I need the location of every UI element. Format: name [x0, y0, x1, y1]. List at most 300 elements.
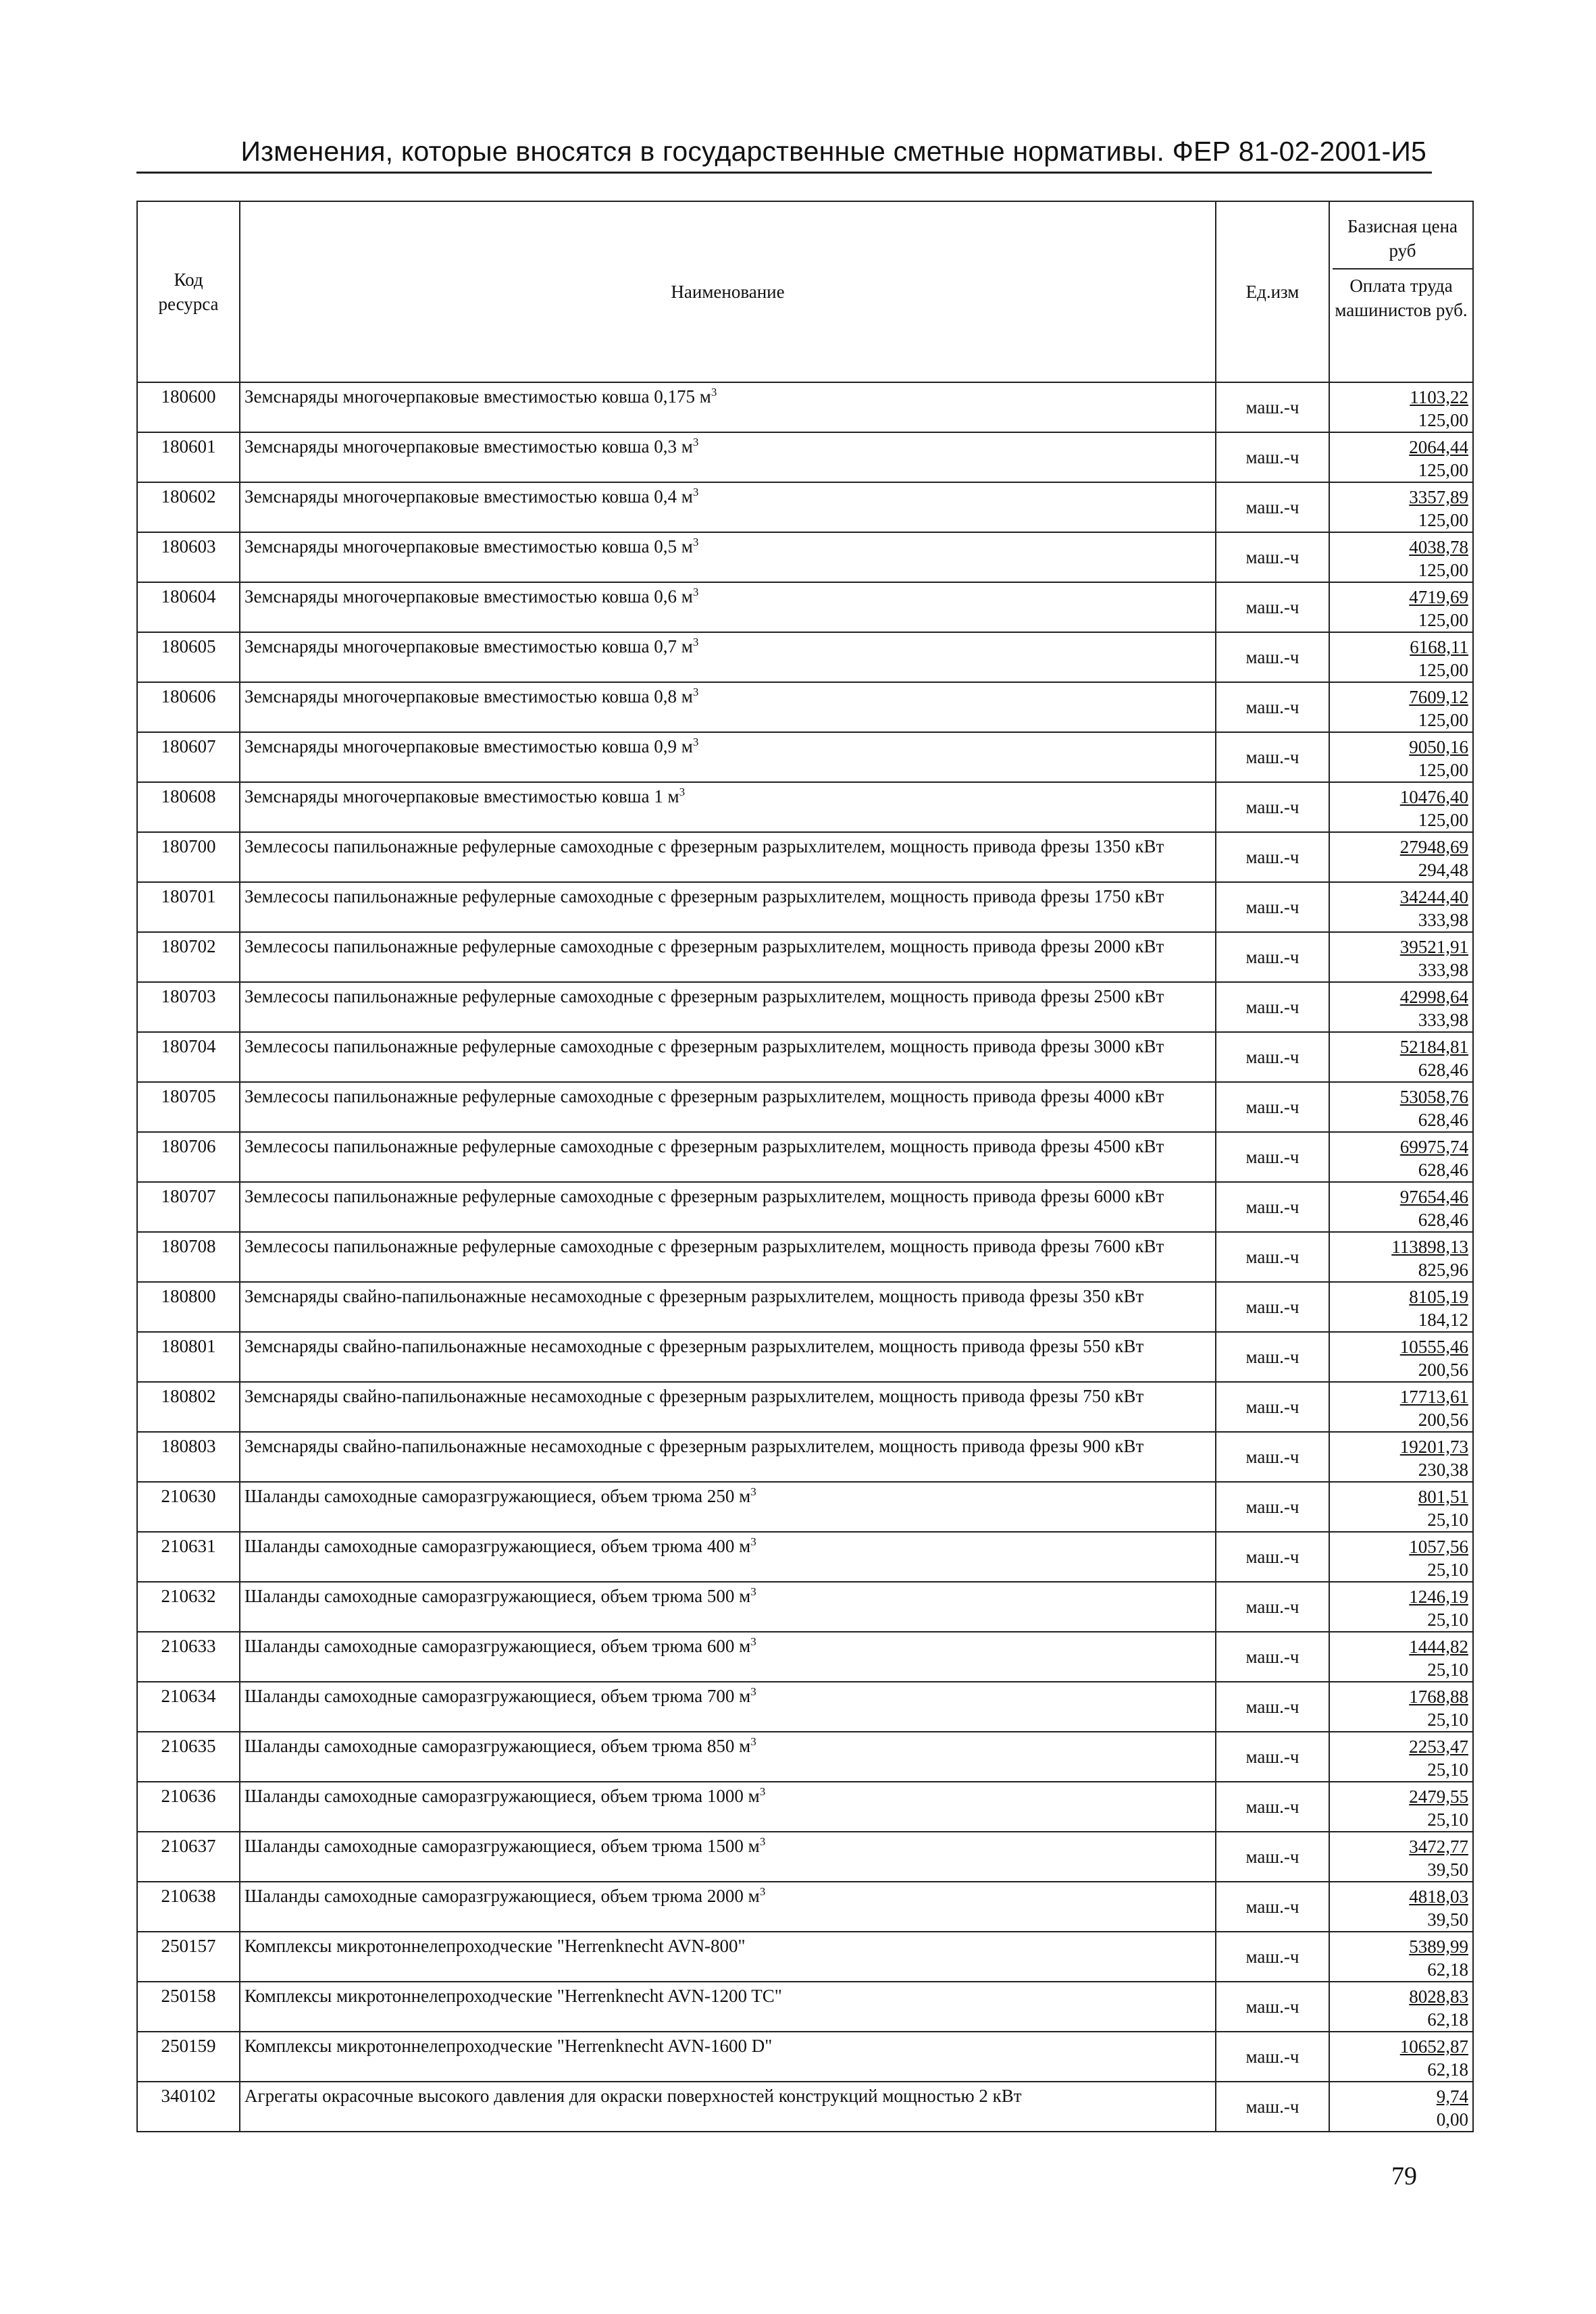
unit-exponent: 3: [692, 486, 699, 498]
resource-name: Землесосы папильонажные рефулерные самоходные с фрезерным разрыхлителем, мощность привода фрезы 4000 кВт: [244, 1086, 1164, 1106]
resource-name-cell: [240, 1782, 1216, 1832]
unit-exponent: 3: [692, 636, 699, 648]
resource-code: 210630: [137, 1482, 240, 1532]
unit-of-measure: маш.-ч: [1216, 932, 1329, 982]
resource-name-cell: [240, 1182, 1216, 1232]
resource-price-table: [136, 201, 1474, 2132]
base-price: 1246,19: [1409, 1587, 1468, 1607]
base-price: 4818,03: [1409, 1886, 1468, 1907]
operator-pay: 333,98: [1418, 960, 1468, 980]
table-row: [137, 1332, 1473, 1382]
resource-name: Шаланды самоходные саморазгружающиеся, объем трюма 1000 м: [244, 1786, 760, 1806]
resource-code: 210636: [137, 1782, 240, 1832]
unit-of-measure: маш.-ч: [1216, 1132, 1329, 1182]
resource-name: Землесосы папильонажные рефулерные самоходные с фрезерным разрыхлителем, мощность привода фрезы 4500 кВт: [244, 1136, 1164, 1156]
unit-exponent: 3: [692, 436, 699, 448]
unit-exponent: 3: [692, 736, 699, 748]
price-cell: [1329, 1682, 1473, 1732]
price-cell: [1329, 1282, 1473, 1332]
operator-pay: 125,00: [1418, 710, 1468, 730]
header-unit: Ед.изм: [1216, 201, 1329, 382]
price-cell: [1329, 382, 1473, 432]
resource-name-cell: [240, 532, 1216, 582]
resource-code: 180703: [137, 982, 240, 1032]
resource-name: Земснаряды многочерпаковые вместимостью ковша 0,6 м: [244, 586, 693, 607]
operator-pay: 62,18: [1427, 1959, 1468, 1980]
resource-code: 180702: [137, 932, 240, 982]
table-row: [137, 1082, 1473, 1132]
resource-name: Земснаряды многочерпаковые вместимостью ковша 0,8 м: [244, 686, 693, 706]
resource-name: Шаланды самоходные саморазгружающиеся, объем трюма 250 м: [244, 1486, 751, 1506]
unit-of-measure: маш.-ч: [1216, 2032, 1329, 2082]
unit-exponent: 3: [679, 786, 686, 798]
operator-pay: 25,10: [1427, 1510, 1468, 1530]
resource-name-cell: [240, 882, 1216, 932]
unit-of-measure: маш.-ч: [1216, 432, 1329, 482]
table-row: [137, 1382, 1473, 1432]
resource-code: 180601: [137, 432, 240, 482]
table-row: [137, 1832, 1473, 1882]
price-cell: [1329, 1732, 1473, 1782]
resource-name: Землесосы папильонажные рефулерные самоходные с фрезерным разрыхлителем, мощность привода фрезы 7600 кВт: [244, 1236, 1164, 1256]
resource-name: Землесосы папильонажные рефулерные самоходные с фрезерным разрыхлителем, мощность привода фрезы 1750 кВт: [244, 886, 1164, 906]
unit-of-measure: маш.-ч: [1216, 582, 1329, 632]
base-price: 7609,12: [1409, 687, 1468, 707]
price-cell: [1329, 832, 1473, 882]
operator-pay: 628,46: [1418, 1110, 1468, 1130]
resource-name-cell: [240, 1332, 1216, 1382]
resource-code: 180706: [137, 1132, 240, 1182]
unit-of-measure: маш.-ч: [1216, 1832, 1329, 1882]
unit-of-measure: маш.-ч: [1216, 982, 1329, 1032]
resource-name-cell: [240, 732, 1216, 782]
table-row: [137, 732, 1473, 782]
price-cell: [1329, 982, 1473, 1032]
base-price: 4719,69: [1409, 587, 1468, 607]
header-price: [1329, 201, 1473, 382]
operator-pay: 200,56: [1418, 1360, 1468, 1380]
operator-pay: 125,00: [1418, 760, 1468, 780]
price-cell: [1329, 582, 1473, 632]
price-cell: [1329, 2082, 1473, 2132]
table-row: [137, 1182, 1473, 1232]
price-cell: [1329, 1582, 1473, 1632]
table-row: [137, 2082, 1473, 2132]
resource-code: 210631: [137, 1532, 240, 1582]
operator-pay: 25,10: [1427, 1610, 1468, 1630]
header-name: Наименование: [240, 201, 1216, 382]
resource-name: Землесосы папильонажные рефулерные самоходные с фрезерным разрыхлителем, мощность привода фрезы 2500 кВт: [244, 986, 1164, 1006]
resource-name-cell: [240, 2032, 1216, 2082]
operator-pay: 333,98: [1418, 910, 1468, 930]
table-row: [137, 532, 1473, 582]
unit-of-measure: маш.-ч: [1216, 832, 1329, 882]
price-cell: [1329, 1882, 1473, 1932]
resource-name-cell: [240, 2082, 1216, 2132]
price-cell: [1329, 432, 1473, 482]
resource-name-cell: [240, 1482, 1216, 1532]
unit-exponent: 3: [759, 1835, 766, 1848]
price-cell: [1329, 1482, 1473, 1532]
unit-of-measure: маш.-ч: [1216, 1182, 1329, 1232]
price-cell: [1329, 1132, 1473, 1182]
unit-of-measure: маш.-ч: [1216, 532, 1329, 582]
resource-code: 180606: [137, 682, 240, 732]
table-row: [137, 1232, 1473, 1282]
operator-pay: 125,00: [1418, 610, 1468, 630]
unit-of-measure: маш.-ч: [1216, 682, 1329, 732]
resource-name-cell: [240, 1432, 1216, 1482]
base-price: 8028,83: [1409, 1986, 1468, 2007]
unit-exponent: 3: [711, 386, 717, 398]
table-row: [137, 1882, 1473, 1932]
table-row: [137, 1932, 1473, 1982]
resource-code: 250158: [137, 1982, 240, 2032]
header-price-pay: Оплата труда машинистов руб.: [1335, 276, 1468, 320]
resource-name: Земснаряды свайно-папильонажные несамоходные с фрезерным разрыхлителем, мощность привода фрезы 350 кВт: [244, 1286, 1144, 1306]
price-cell: [1329, 732, 1473, 782]
unit-exponent: 3: [759, 1885, 766, 1898]
base-price: 2479,55: [1409, 1786, 1468, 1807]
operator-pay: 628,46: [1418, 1210, 1468, 1230]
base-price: 39521,91: [1399, 937, 1468, 957]
unit-exponent: 3: [759, 1785, 766, 1798]
unit-of-measure: маш.-ч: [1216, 1232, 1329, 1282]
resource-name: Шаланды самоходные саморазгружающиеся, объем трюма 700 м: [244, 1686, 751, 1706]
resource-name: Земснаряды свайно-папильонажные несамоходные с фрезерным разрыхлителем, мощность привода фрезы 750 кВт: [244, 1386, 1144, 1406]
base-price: 801,51: [1418, 1487, 1468, 1507]
page-header: [136, 134, 1432, 174]
resource-name: Земснаряды многочерпаковые вместимостью ковша 0,3 м: [244, 436, 693, 457]
resource-name: Шаланды самоходные саморазгружающиеся, объем трюма 400 м: [244, 1536, 751, 1556]
resource-name-cell: [240, 1032, 1216, 1082]
table-row: [137, 2032, 1473, 2082]
resource-code: 180700: [137, 832, 240, 882]
table-row: [137, 1732, 1473, 1782]
resource-name: Землесосы папильонажные рефулерные самоходные с фрезерным разрыхлителем, мощность привода фрезы 6000 кВт: [244, 1186, 1164, 1206]
operator-pay: 125,00: [1418, 560, 1468, 580]
resource-code: 210632: [137, 1582, 240, 1632]
base-price: 10652,87: [1399, 2036, 1468, 2057]
resource-name-cell: [240, 832, 1216, 882]
resource-name: Землесосы папильонажные рефулерные самоходные с фрезерным разрыхлителем, мощность привода фрезы 3000 кВт: [244, 1036, 1164, 1056]
unit-of-measure: маш.-ч: [1216, 732, 1329, 782]
resource-name-cell: [240, 1382, 1216, 1432]
table-row: [137, 1582, 1473, 1632]
resource-code: 250157: [137, 1932, 240, 1982]
resource-code: 180705: [137, 1082, 240, 1132]
table-row: [137, 1282, 1473, 1332]
unit-of-measure: маш.-ч: [1216, 1432, 1329, 1482]
resource-name-cell: [240, 782, 1216, 832]
price-cell: [1329, 1832, 1473, 1882]
resource-name: Земснаряды многочерпаковые вместимостью ковша 0,4 м: [244, 486, 693, 507]
price-cell: [1329, 1182, 1473, 1232]
unit-of-measure: маш.-ч: [1216, 1782, 1329, 1832]
unit-of-measure: маш.-ч: [1216, 1882, 1329, 1932]
unit-exponent: 3: [750, 1485, 756, 1498]
operator-pay: 230,38: [1418, 1460, 1468, 1480]
page-number: 79: [1391, 2162, 1417, 2190]
base-price: 8105,19: [1409, 1287, 1468, 1307]
header-price-base: Базисная цена руб: [1333, 202, 1472, 269]
unit-exponent: 3: [750, 1585, 756, 1598]
resource-code: 180803: [137, 1432, 240, 1482]
base-price: 97654,46: [1399, 1187, 1468, 1207]
resource-name-cell: [240, 682, 1216, 732]
resource-name-cell: [240, 1982, 1216, 2032]
table-row: [137, 1982, 1473, 2032]
base-price: 9,74: [1436, 2086, 1468, 2107]
operator-pay: 200,56: [1418, 1410, 1468, 1430]
unit-of-measure: маш.-ч: [1216, 882, 1329, 932]
operator-pay: 125,00: [1418, 510, 1468, 530]
operator-pay: 333,98: [1418, 1010, 1468, 1030]
unit-of-measure: маш.-ч: [1216, 1532, 1329, 1582]
resource-name-cell: [240, 1232, 1216, 1282]
resource-name: Земснаряды свайно-папильонажные несамоходные с фрезерным разрыхлителем, мощность привода фрезы 550 кВт: [244, 1336, 1144, 1356]
base-price: 53058,76: [1399, 1087, 1468, 1107]
resource-name-cell: [240, 932, 1216, 982]
price-cell: [1329, 1232, 1473, 1282]
operator-pay: 62,18: [1427, 2009, 1468, 2030]
table-row: [137, 682, 1473, 732]
table-row: [137, 1432, 1473, 1482]
resource-name: Шаланды самоходные саморазгружающиеся, объем трюма 850 м: [244, 1736, 751, 1756]
base-price: 5389,99: [1409, 1936, 1468, 1957]
operator-pay: 125,00: [1418, 460, 1468, 480]
resource-name: Комплексы микротоннелепроходческие "Herrenknecht AVN-1200 TC": [244, 1986, 782, 2006]
resource-name-cell: [240, 1082, 1216, 1132]
unit-of-measure: маш.-ч: [1216, 1932, 1329, 1982]
unit-of-measure: маш.-ч: [1216, 1332, 1329, 1382]
operator-pay: 825,96: [1418, 1260, 1468, 1280]
resource-code: 210634: [137, 1682, 240, 1732]
resource-name-cell: [240, 632, 1216, 682]
table-row: [137, 882, 1473, 932]
price-cell: [1329, 1532, 1473, 1582]
unit-exponent: 3: [692, 586, 699, 598]
operator-pay: 25,10: [1427, 1660, 1468, 1680]
resource-name-cell: [240, 1632, 1216, 1682]
base-price: 113898,13: [1391, 1237, 1468, 1257]
price-cell: [1329, 1432, 1473, 1482]
operator-pay: 294,48: [1418, 860, 1468, 880]
header-code: Код ресурса: [137, 201, 240, 382]
table-row: [137, 1032, 1473, 1082]
base-price: 27948,69: [1399, 837, 1468, 857]
base-price: 52184,81: [1399, 1037, 1468, 1057]
resource-name-cell: [240, 1282, 1216, 1332]
price-cell: [1329, 2032, 1473, 2082]
operator-pay: 62,18: [1427, 2059, 1468, 2080]
price-cell: [1329, 1032, 1473, 1082]
base-price: 3357,89: [1409, 487, 1468, 507]
resource-name-cell: [240, 1682, 1216, 1732]
unit-of-measure: маш.-ч: [1216, 2082, 1329, 2132]
resource-code: 210637: [137, 1832, 240, 1882]
table-row: [137, 1132, 1473, 1182]
resource-name: Земснаряды многочерпаковые вместимостью ковша 0,175 м: [244, 386, 711, 407]
unit-of-measure: маш.-ч: [1216, 1082, 1329, 1132]
unit-of-measure: маш.-ч: [1216, 1032, 1329, 1082]
unit-exponent: 3: [750, 1685, 756, 1698]
resource-code: 180701: [137, 882, 240, 932]
resource-name-cell: [240, 482, 1216, 532]
table-row: [137, 782, 1473, 832]
resource-name: Комплексы микротоннелепроходческие "Herrenknecht AVN-800": [244, 1936, 746, 1956]
unit-of-measure: маш.-ч: [1216, 1382, 1329, 1432]
page-title: Изменения, которые вносятся в государственные сметные нормативы. ФЕР 81-02-2001-И5: [240, 136, 1426, 167]
resource-code: 210635: [137, 1732, 240, 1782]
resource-code: 210638: [137, 1882, 240, 1932]
table-row: [137, 582, 1473, 632]
price-cell: [1329, 1632, 1473, 1682]
operator-pay: 125,00: [1418, 810, 1468, 830]
base-price: 3472,77: [1409, 1836, 1468, 1857]
unit-of-measure: маш.-ч: [1216, 1632, 1329, 1682]
resource-name-cell: [240, 582, 1216, 632]
base-price: 2253,47: [1409, 1737, 1468, 1757]
base-price: 4038,78: [1409, 537, 1468, 557]
operator-pay: 25,10: [1427, 1809, 1468, 1830]
resource-code: 180600: [137, 382, 240, 432]
base-price: 42998,64: [1399, 987, 1468, 1007]
table-row: [137, 482, 1473, 532]
resource-name-cell: [240, 1882, 1216, 1932]
operator-pay: 25,10: [1427, 1709, 1468, 1730]
unit-of-measure: маш.-ч: [1216, 782, 1329, 832]
resource-name-cell: [240, 1132, 1216, 1182]
resource-code: 180605: [137, 632, 240, 682]
resource-code: 180607: [137, 732, 240, 782]
table-row: [137, 982, 1473, 1032]
table-header-row: [137, 201, 1473, 382]
table-row: [137, 382, 1473, 432]
unit-exponent: 3: [692, 536, 699, 548]
price-cell: [1329, 782, 1473, 832]
price-cell: [1329, 1932, 1473, 1982]
base-price: 2064,44: [1409, 437, 1468, 457]
table-row: [137, 632, 1473, 682]
resource-name: Земснаряды многочерпаковые вместимостью ковша 0,7 м: [244, 636, 693, 657]
resource-name: Земснаряды многочерпаковые вместимостью ковша 0,5 м: [244, 536, 693, 557]
base-price: 69975,74: [1399, 1137, 1468, 1157]
operator-pay: 39,50: [1427, 1909, 1468, 1930]
resource-name-cell: [240, 1582, 1216, 1632]
operator-pay: 628,46: [1418, 1060, 1468, 1080]
resource-name-cell: [240, 1832, 1216, 1882]
table-row: [137, 932, 1473, 982]
unit-exponent: 3: [750, 1735, 756, 1748]
operator-pay: 0,00: [1436, 2109, 1468, 2130]
resource-name: Землесосы папильонажные рефулерные самоходные с фрезерным разрыхлителем, мощность привода фрезы 2000 кВт: [244, 936, 1164, 956]
unit-of-measure: маш.-ч: [1216, 482, 1329, 532]
price-cell: [1329, 932, 1473, 982]
base-price: 9050,16: [1409, 737, 1468, 757]
unit-exponent: 3: [692, 686, 699, 698]
resource-code: 210633: [137, 1632, 240, 1682]
unit-exponent: 3: [750, 1635, 756, 1648]
resource-code: 180704: [137, 1032, 240, 1082]
table-row: [137, 1782, 1473, 1832]
resource-code: 250159: [137, 2032, 240, 2082]
base-price: 10476,40: [1399, 787, 1468, 807]
operator-pay: 184,12: [1418, 1310, 1468, 1330]
price-cell: [1329, 482, 1473, 532]
base-price: 1103,22: [1410, 387, 1468, 407]
operator-pay: 125,00: [1418, 660, 1468, 680]
price-cell: [1329, 882, 1473, 932]
unit-of-measure: маш.-ч: [1216, 1682, 1329, 1732]
unit-of-measure: маш.-ч: [1216, 1982, 1329, 2032]
operator-pay: 25,10: [1427, 1560, 1468, 1580]
unit-of-measure: маш.-ч: [1216, 1282, 1329, 1332]
base-price: 1444,82: [1409, 1637, 1468, 1657]
resource-name: Комплексы микротоннелепроходческие "Herrenknecht AVN-1600 D": [244, 2036, 773, 2056]
price-cell: [1329, 1782, 1473, 1832]
base-price: 6168,11: [1410, 637, 1468, 657]
unit-of-measure: маш.-ч: [1216, 632, 1329, 682]
price-cell: [1329, 1082, 1473, 1132]
resource-name: Шаланды самоходные саморазгружающиеся, объем трюма 600 м: [244, 1636, 751, 1656]
base-price: 34244,40: [1399, 887, 1468, 907]
resource-name: Шаланды самоходные саморазгружающиеся, объем трюма 2000 м: [244, 1886, 760, 1906]
resource-code: 340102: [137, 2082, 240, 2132]
base-price: 1768,88: [1409, 1687, 1468, 1707]
operator-pay: 39,50: [1427, 1859, 1468, 1880]
resource-code: 180604: [137, 582, 240, 632]
price-cell: [1329, 1332, 1473, 1382]
resource-name-cell: [240, 1732, 1216, 1782]
resource-name-cell: [240, 432, 1216, 482]
unit-of-measure: маш.-ч: [1216, 1732, 1329, 1782]
resource-name: Землесосы папильонажные рефулерные самоходные с фрезерным разрыхлителем, мощность привода фрезы 1350 кВт: [244, 836, 1164, 856]
base-price: 17713,61: [1399, 1387, 1468, 1407]
resource-name: Земснаряды многочерпаковые вместимостью ковша 0,9 м: [244, 736, 693, 756]
price-cell: [1329, 632, 1473, 682]
resource-name-cell: [240, 1532, 1216, 1582]
base-price: 10555,46: [1399, 1337, 1468, 1357]
operator-pay: 628,46: [1418, 1160, 1468, 1180]
unit-of-measure: маш.-ч: [1216, 1582, 1329, 1632]
resource-name-cell: [240, 382, 1216, 432]
resource-code: 180602: [137, 482, 240, 532]
price-cell: [1329, 1382, 1473, 1432]
unit-exponent: 3: [750, 1535, 756, 1548]
resource-code: 180708: [137, 1232, 240, 1282]
table-row: [137, 1482, 1473, 1532]
resource-code: 180707: [137, 1182, 240, 1232]
table-row: [137, 1682, 1473, 1732]
resource-name-cell: [240, 1932, 1216, 1982]
unit-of-measure: маш.-ч: [1216, 1482, 1329, 1532]
resource-name: Шаланды самоходные саморазгружающиеся, объем трюма 500 м: [244, 1586, 751, 1606]
resource-code: 180802: [137, 1382, 240, 1432]
price-cell: [1329, 532, 1473, 582]
resource-name: Земснаряды свайно-папильонажные несамоходные с фрезерным разрыхлителем, мощность привода фрезы 900 кВт: [244, 1436, 1144, 1456]
table-row: [137, 432, 1473, 482]
table-row: [137, 1532, 1473, 1582]
unit-of-measure: маш.-ч: [1216, 382, 1329, 432]
price-cell: [1329, 682, 1473, 732]
resource-name-cell: [240, 982, 1216, 1032]
resource-code: 180608: [137, 782, 240, 832]
base-price: 1057,56: [1409, 1537, 1468, 1557]
table-row: [137, 1632, 1473, 1682]
resource-code: 180800: [137, 1282, 240, 1332]
resource-name: Агрегаты окрасочные высокого давления для окраски поверхностей конструкций мощностью 2 кВт: [244, 2086, 1022, 2106]
